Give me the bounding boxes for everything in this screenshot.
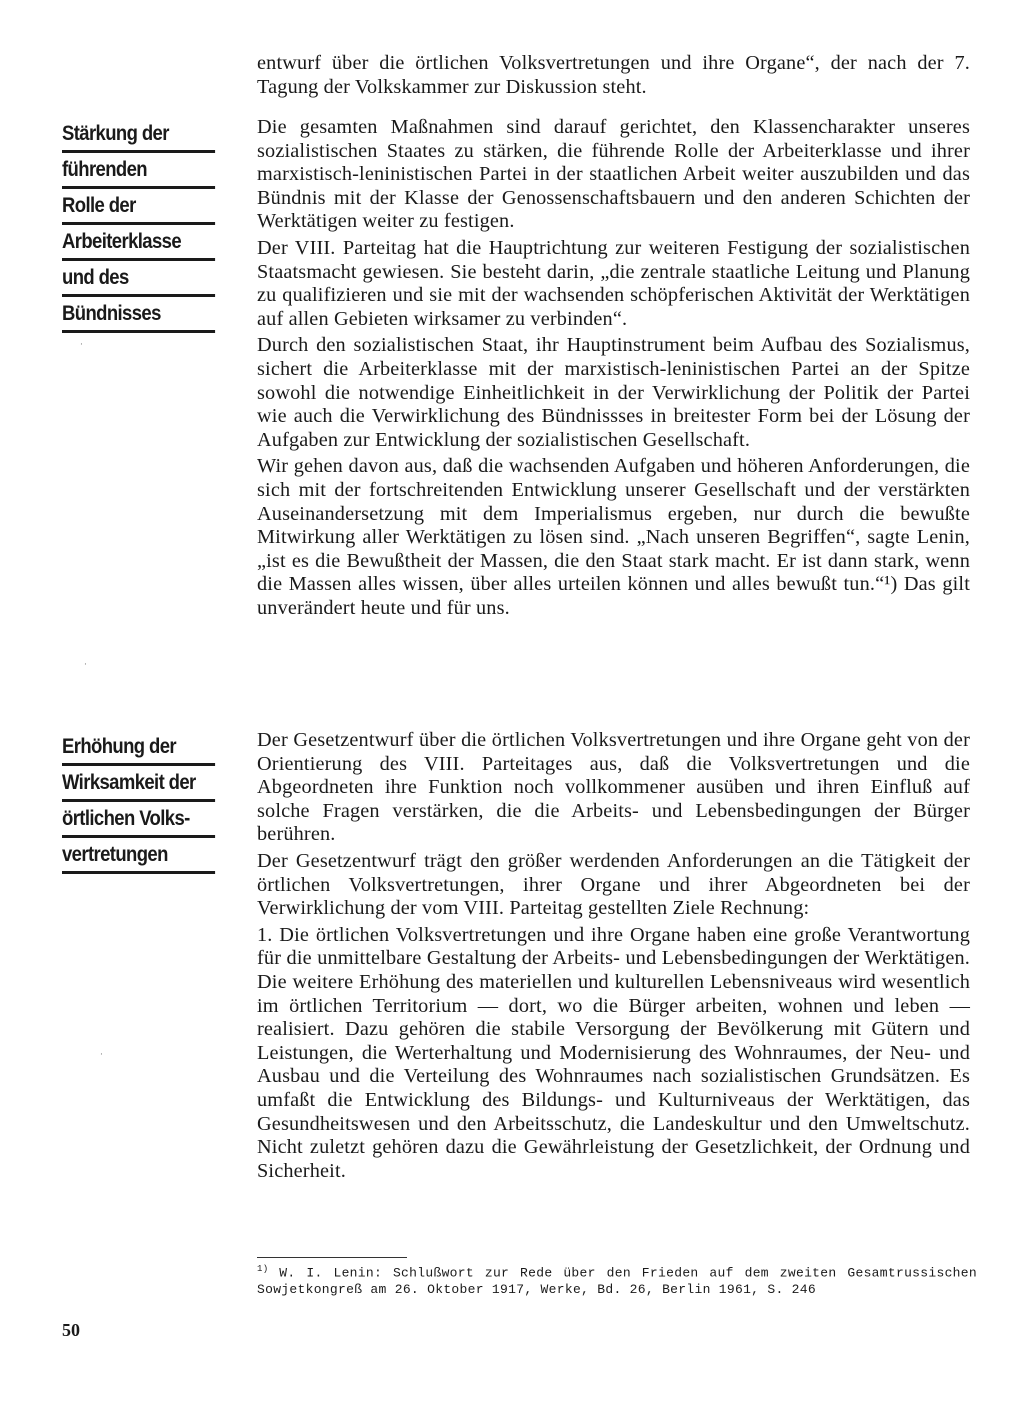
heading-line: führenden <box>62 153 215 189</box>
heading-line: Wirksamkeit der <box>62 766 215 802</box>
sidebar-heading-effectiveness <box>62 730 240 874</box>
heading-line: Bündnisses <box>62 297 215 333</box>
paragraph: 1. Die örtlichen Volksvertretungen und ihre Organe haben eine große Verantwortung für die unmittelbare Gestaltung der Arbeits- und Lebensbedingungen der Werktätigen. Die weitere Erhöhung des materiellen und kulturellen Lebensniveaus wird wesentlich im örtlichen Territorium — dort, wo die Bürger arbeiten, wohnen und leben — realisiert. Dazu gehören die stabile Versorgung der Bevölkerung mit Gütern und Leistungen, die Werterhaltung und Modernisierung des Wohnraumes, der Neu- und Ausbau und die Verteilung des Wohnraumes nach sozialistischen Grundsätzen. Es umfaßt die Entwicklung des Bildungs- und Kulturniveaus der Werktätigen, das Gesundheitswesen und den Arbeitsschutz, die Landeskultur und den Umweltschutz. Nicht zuletzt gehören dazu die Gewährleistung der Gesetzlichkeit, der Ordnung und Sicherheit. <box>257 923 970 1182</box>
heading-line: Stärkung der <box>62 117 215 153</box>
heading-line: vertretungen <box>62 838 215 874</box>
paragraph: Die gesamten Maßnahmen sind darauf gerichtet, den Klassencharakter unseres sozialistischen Staates zu stärken, die führende Rolle der Arbeiterklasse und ihrer marxistisch-leninistischen Partei in der staatlichen Arbeit weiter auszubilden und das Bündnis mit der Klasse der Genossenschaftsbauern und den anderen Schichten der Werktätigen weiter zu festigen. <box>257 116 970 233</box>
heading-line: örtlichen Volks- <box>62 802 215 838</box>
paragraph: Der VIII. Parteitag hat die Hauptrichtung zur weiteren Festigung der sozialistischen Staatsmacht gewiesen. Sie besteht darin, „die zentrale staatliche Leitung und Planung zu qualifizieren und sie mit der wachsenden schöpferischen Aktivität der Werktätigen auf allen Gebieten wirksamer zu verbinden“. <box>257 236 970 330</box>
heading-line: Erhöhung der <box>62 730 215 766</box>
paragraph: Wir gehen davon aus, daß die wachsenden Aufgaben und höheren Anforderungen, die sich mit der fortschreitenden Entwicklung unserer Gesellschaft und der verstärkten Auseinandersetzung mit dem Imperialismus ergeben, nur durch die bewußte Mitwirkung aller Werktätigen zu lösen sind. „Nach unseren Begriffen“, sagte Lenin, „ist es die Bewußtheit der Massen, die den Staat stark macht. Er ist dann stark, wenn die Massen alles wissen, über alles urteilen können und alles bewußt tun.“¹) Das gilt unverändert heute und für uns. <box>257 455 970 619</box>
paragraph: Durch den sozialistischen Staat, ihr Hauptinstrument beim Aufbau des Sozialismus, sichert die Arbeiterklasse mit der marxistisch-leninistischen Partei an der Spitze sowohl die notwendige Einheitlichkeit in der Verwirklichung der Politik der Partei wie auch die Verwirklichung des Bündnissses in breitester Form bei der Lösung der Aufgaben zur Entwicklung der sozialistischen Gesellschaft. <box>257 334 970 451</box>
heading-line: Arbeiterklasse <box>62 225 215 261</box>
scan-mark: · <box>80 340 83 350</box>
section-effectiveness-text <box>257 729 970 1186</box>
footnote <box>257 1261 977 1298</box>
footnote-text: W. I. Lenin: Schlußwort zur Rede über den Frieden auf dem zweiten Gesamtrussischen Sowjetkongreß am 26. Oktober 1917, Werke, Bd. 26, Berlin 1961, S. 246 <box>257 1265 977 1298</box>
page-number: 50 <box>62 1320 80 1340</box>
paragraph: Der Gesetzentwurf trägt den größer werdenden Anforderungen an die Tätigkeit der örtlichen Volksvertretungen, ihrer Organe und ihrer Abgeordneten bei der Verwirklichung der vom VIII. Parteitag gestellten Ziele Rechnung: <box>257 849 970 920</box>
scan-mark: · <box>84 660 87 670</box>
paragraph: Der Gesetzentwurf über die örtlichen Volksvertretungen und ihre Organe geht von der Orientierung des VIII. Parteitages aus, daß die Volksvertretungen und die Abgeordneten ihre Funktion noch vollkommener ausüben und ihren Einfluß auf solche Fragen verstärken, die die Arbeits- und Lebensbedingungen der Bürger berühren. <box>257 729 970 846</box>
sidebar-heading-strengthening <box>62 117 240 333</box>
footnote-marker: 1) <box>257 1264 269 1274</box>
heading-line: und des <box>62 261 215 297</box>
heading-line: Rolle der <box>62 189 215 225</box>
section-strengthening-text <box>257 116 970 623</box>
continuation-paragraph: entwurf über die örtlichen Volksvertretungen und ihre Organe“, der nach der 7. Tagung der Volkskammer zur Diskussion steht. <box>257 52 970 98</box>
footnote-divider <box>257 1257 407 1258</box>
scan-mark: · <box>100 1050 103 1060</box>
